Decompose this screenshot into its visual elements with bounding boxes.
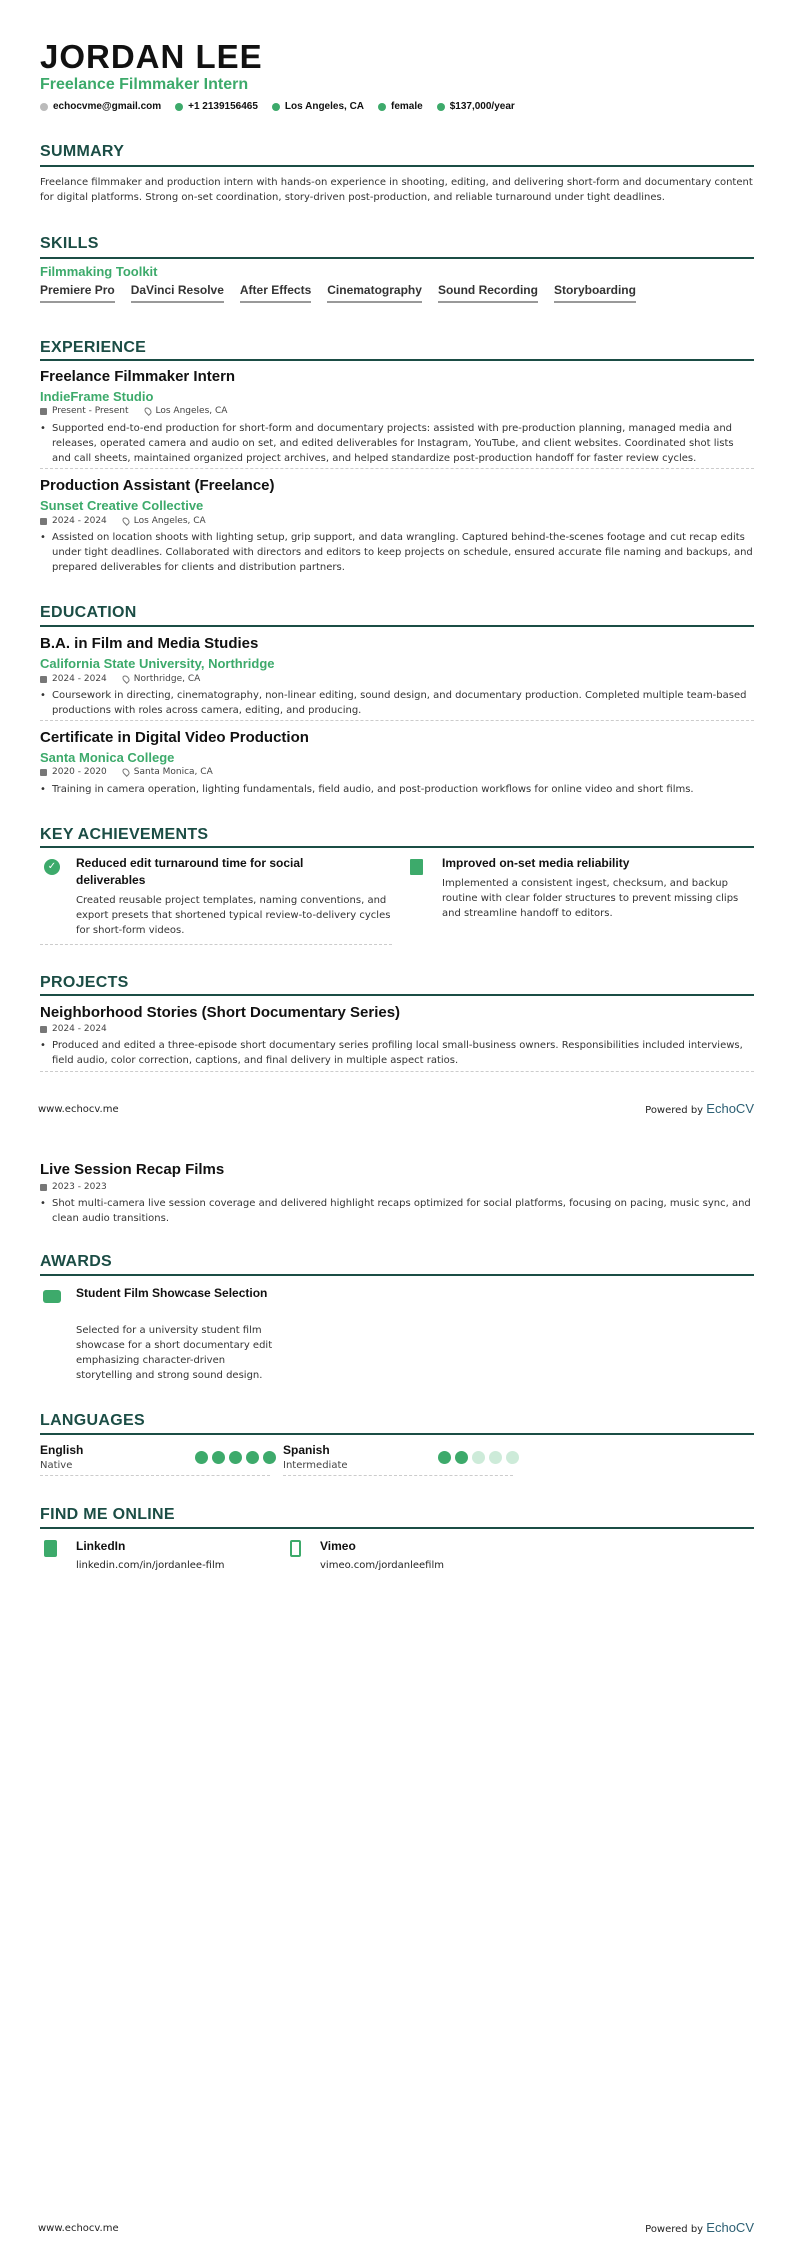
education-meta: 2024 - 2024 Northridge, CA	[40, 674, 200, 684]
project-title: Neighborhood Stories (Short Documentary Series)	[40, 1004, 401, 1021]
linkedin-icon	[44, 1540, 57, 1557]
contact-salary: $137,000/year	[437, 101, 515, 112]
candidate-name: JORDAN LEE	[40, 38, 263, 75]
job-title: Production Assistant (Freelance)	[40, 477, 275, 494]
building-icon	[410, 859, 423, 875]
skills-list	[40, 283, 636, 303]
skills-group-label: Filmmaking Toolkit	[40, 264, 158, 279]
item-divider	[40, 720, 754, 721]
projects-heading: PROJECTS	[40, 974, 129, 991]
contact-phone[interactable]: +1 2139156465	[175, 101, 258, 112]
language-rating	[195, 1451, 276, 1464]
project-description: • Shot multi-camera live session coverage and delivered highlight recaps optimized for social platforms, focusing on pacing, music sync, and clean audio transitions.	[40, 1196, 754, 1226]
footer-site-link[interactable]: www.echocv.me	[38, 2223, 119, 2234]
section-divider	[40, 1274, 754, 1276]
section-divider	[40, 1527, 754, 1529]
calendar-icon	[40, 408, 47, 415]
section-divider	[40, 994, 754, 996]
education-heading: EDUCATION	[40, 604, 137, 621]
candidate-headline: Freelance Filmmaker Intern	[40, 76, 249, 93]
footer-powered-by: Powered by EchoCV	[645, 2220, 754, 2235]
contact-gender: female	[378, 101, 423, 112]
section-divider	[40, 846, 754, 848]
footer-site-link[interactable]: www.echocv.me	[38, 1104, 119, 1115]
rating-dot	[195, 1451, 208, 1464]
achievement-title: Improved on-set media reliability	[442, 856, 630, 870]
location-pin-icon	[121, 516, 131, 526]
rating-dot	[472, 1451, 485, 1464]
skills-heading: SKILLS	[40, 235, 99, 252]
calendar-icon	[40, 676, 47, 683]
job-company: IndieFrame Studio	[40, 389, 154, 404]
item-divider	[40, 944, 392, 945]
item-divider	[40, 1475, 270, 1476]
online-link-name: LinkedIn	[76, 1539, 126, 1553]
rating-dot	[229, 1451, 242, 1464]
awards-heading: AWARDS	[40, 1253, 113, 1270]
education-description: • Coursework in directing, cinematography, non-linear editing, sound design, and documentary production. Completed multiple team-based productions with roles across camera, editing, and producing.	[40, 688, 754, 718]
achievements-heading: KEY ACHIEVEMENTS	[40, 826, 209, 843]
language-level: Native	[40, 1460, 73, 1471]
item-divider	[40, 468, 754, 469]
section-divider	[40, 1433, 754, 1435]
achievement-description: Implemented a consistent ingest, checksum, and backup routine with clear folder structures to prevent missing clips and streamline handoff to editors.	[442, 878, 739, 919]
salary-icon	[437, 103, 445, 111]
award-description: Selected for a university student film showcase for a short documentary edit emphasizing character-driven storytelling and strong sound design.	[76, 1325, 273, 1381]
email-icon	[40, 103, 48, 111]
summary-text: Freelance filmmaker and production intern with hands-on experience in shooting, editing, and delivering short-form and documentary content for digital platforms. Strong on-set coordination, story-driven post-production, and reliable turnaround under tight deadlines.	[40, 177, 753, 203]
skill-tag: DaVinci Resolve	[131, 283, 224, 303]
skill-tag: Premiere Pro	[40, 283, 115, 303]
job-company: Sunset Creative Collective	[40, 498, 204, 513]
rating-dot	[246, 1451, 259, 1464]
calendar-icon	[40, 1026, 47, 1033]
section-divider	[40, 625, 754, 627]
online-link-url[interactable]: vimeo.com/jordanleefilm	[320, 1560, 444, 1571]
contact-bar	[40, 101, 515, 112]
summary-heading: SUMMARY	[40, 143, 125, 160]
section-divider	[40, 359, 754, 361]
project-description: • Produced and edited a three-episode short documentary series profiling local small-business owners. Responsibilities included interviews, field audio, color correction, captions, and final delivery in multiple aspect ratios.	[40, 1038, 754, 1068]
project-meta: 2024 - 2024	[40, 1024, 107, 1034]
award-title: Student Film Showcase Selection	[76, 1286, 268, 1300]
rating-dot	[489, 1451, 502, 1464]
location-icon	[272, 103, 280, 111]
contact-email[interactable]: echocvme@gmail.com	[40, 101, 161, 112]
job-title: Freelance Filmmaker Intern	[40, 368, 236, 385]
language-name: Spanish	[283, 1443, 330, 1457]
online-link-url[interactable]: linkedin.com/in/jordanlee-film	[76, 1560, 225, 1571]
school-name: Santa Monica College	[40, 750, 175, 765]
language-name: English	[40, 1443, 84, 1457]
location-pin-icon	[121, 767, 131, 777]
education-meta: 2020 - 2020 Santa Monica, CA	[40, 767, 213, 777]
experience-heading: EXPERIENCE	[40, 339, 147, 356]
degree-title: B.A. in Film and Media Studies	[40, 635, 259, 652]
rating-dot	[455, 1451, 468, 1464]
check-circle-icon: ✓	[44, 859, 60, 875]
phone-icon	[175, 103, 183, 111]
project-title: Live Session Recap Films	[40, 1161, 225, 1178]
project-meta: 2023 - 2023	[40, 1182, 107, 1192]
job-description: • Supported end-to-end production for short-form and documentary projects: assisted with pre-production planning, managed media and releases, operated camera and audio on set, and edited deliverables for Instagram, YouTube, and client websites. Coordinated shot lists and call sheets, maintained organized project archives, and helped standardize post-production handoff for faster review cycles.	[40, 421, 754, 466]
language-level: Intermediate	[283, 1460, 348, 1471]
degree-title: Certificate in Digital Video Production	[40, 729, 309, 746]
calendar-icon	[40, 1184, 47, 1191]
language-rating	[438, 1451, 519, 1464]
job-description: • Assisted on location shoots with lighting setup, grip support, and data wrangling. Captured behind-the-scenes footage and cut recap edits under tight deadlines. Collaborated with directors and editors to keep projects on schedule, ensured accurate file naming and backups, and prepared deliverables for clients and distribution partners.	[40, 530, 754, 575]
location-pin-icon	[143, 406, 153, 416]
online-heading: FIND ME ONLINE	[40, 1506, 175, 1523]
languages-heading: LANGUAGES	[40, 1412, 145, 1429]
skill-tag: Storyboarding	[554, 283, 636, 303]
rating-dot	[506, 1451, 519, 1464]
rating-dot	[263, 1451, 276, 1464]
item-divider	[283, 1475, 513, 1476]
school-name: California State University, Northridge	[40, 656, 275, 671]
job-meta: Present - Present Los Angeles, CA	[40, 406, 227, 416]
mobile-icon	[290, 1540, 301, 1557]
calendar-icon	[40, 518, 47, 525]
item-divider	[40, 1071, 754, 1072]
online-link-name: Vimeo	[320, 1539, 356, 1553]
contact-location: Los Angeles, CA	[272, 101, 364, 112]
person-icon	[378, 103, 386, 111]
skill-tag: Cinematography	[327, 283, 422, 303]
achievement-title: Reduced edit turnaround time for social deliverables	[76, 856, 304, 887]
job-meta: 2024 - 2024 Los Angeles, CA	[40, 516, 206, 526]
calendar-icon	[40, 769, 47, 776]
skill-tag: Sound Recording	[438, 283, 538, 303]
rating-dot	[212, 1451, 225, 1464]
section-divider	[40, 257, 754, 259]
achievement-description: Created reusable project templates, naming conventions, and export presets that shortened typical review-to-delivery cycles for short-form videos.	[76, 895, 391, 936]
location-pin-icon	[121, 674, 131, 684]
footer-powered-by: Powered by EchoCV	[645, 1101, 754, 1116]
speech-bubble-icon	[43, 1290, 61, 1303]
section-divider	[40, 165, 754, 167]
skill-tag: After Effects	[240, 283, 311, 303]
rating-dot	[438, 1451, 451, 1464]
education-description: • Training in camera operation, lighting fundamentals, field audio, and post-production workflows for online video and short films.	[40, 782, 754, 797]
